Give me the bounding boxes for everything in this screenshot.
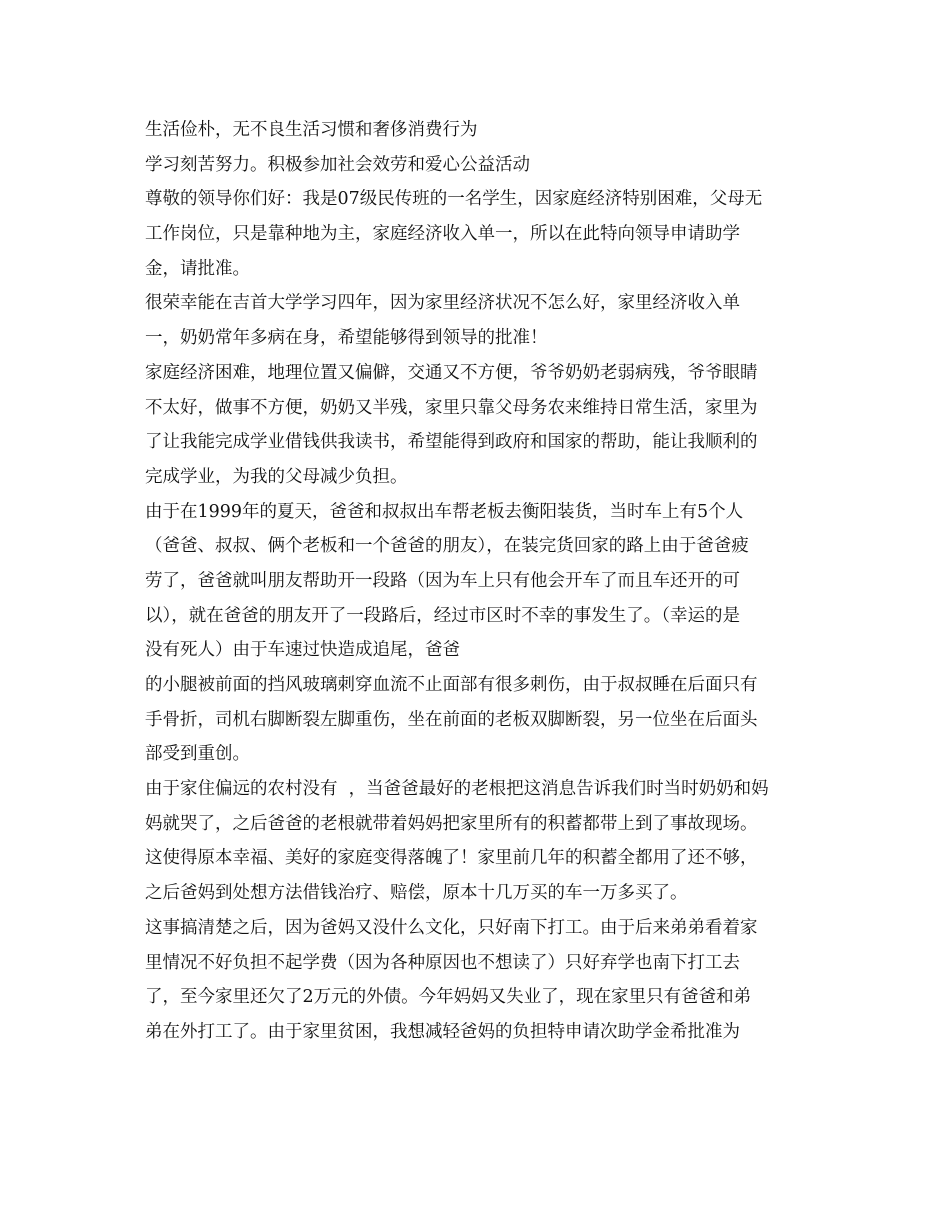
text-line: 之后爸妈到处想方法借钱治疗、赔偿，原本十几万买的车一万多买了。 — [145, 883, 688, 904]
text-line: 一，奶奶常年多病在身，希望能够得到领导的批准！ — [145, 328, 548, 349]
text-line: （爸爸、叔叔、俩个老板和一个爸爸的朋友），在装完货回家的路上由于爸爸疲 — [145, 536, 749, 557]
text-line: 很荣幸能在吉首大学学习四年，因为家里经济状况不怎么好，家里经济收入单 — [145, 293, 740, 314]
text-line: 里情况不好负担不起学费（因为各种原因也不想读了）只好弃学也南下打工去 — [145, 952, 740, 973]
text-line: 由于在1999年的夏天，爸爸和叔叔出车帮老板去衡阳装货，当时车上有5个人 — [145, 501, 744, 522]
text-line: 了让我能完成学业借钱供我读书，希望能得到政府和国家的帮助，能让我顺利的 — [145, 432, 758, 453]
text-line: 这事搞清楚之后，因为爸妈又没什么文化，只好南下打工。由于后来弟弟看着家 — [145, 917, 758, 938]
text-line: 生活俭朴，无不良生活习惯和奢侈消费行为 — [145, 120, 478, 140]
text-line: 妈就哭了，之后爸爸的老根就带着妈妈把家里所有的积蓄都带上到了事故现场。 — [145, 813, 758, 834]
text-line: 家庭经济困难，地理位置又偏僻，交通又不方便，爷爷奶奶老弱病残，爷爷眼睛 — [145, 362, 758, 383]
text-line: 的小腿被前面的挡风玻璃刺穿血流不止面部有很多刺伤，由于叔叔睡在后面只有 — [145, 675, 758, 695]
text-line: 这使得原本幸福、美好的家庭变得落魄了！家里前几年的积蓄全都用了还不够， — [145, 848, 758, 869]
text-line: 不太好，做事不方便，奶奶又半残，家里只靠父母务农来维持日常生活，家里为 — [145, 397, 758, 418]
text-line: 部受到重创。 — [145, 744, 250, 765]
text-line: 劳了，爸爸就叫朋友帮助开一段路（因为车上只有他会开车了而且车还开的可 — [145, 570, 740, 591]
text-line: 学习刻苦努力。积极参加社会效劳和爱心公益活动 — [145, 154, 530, 175]
text-line: 尊敬的领导你们好：我是07级民传班的一名学生，因家庭经济特别困难，父母无 — [145, 189, 763, 210]
text-line: 手骨折，司机右脚断裂左脚重伤，坐在前面的老板双脚断裂，另一位坐在后面头 — [145, 709, 758, 730]
text-line: 弟在外打工了。由于家里贫困，我想减轻爸妈的负担特申请次助学金希批准为 — [145, 1021, 740, 1042]
document-body — [145, 113, 825, 1050]
text-line: 没有死人）由于车速过快造成追尾，爸爸 — [145, 640, 460, 661]
text-line: 金，请批准。 — [145, 258, 250, 279]
text-line: 了，至今家里还欠了2万元的外债。今年妈妈又失业了，现在家里只有爸爸和弟 — [145, 987, 752, 1008]
text-line: 由于家住偏远的农村没有 ，当爸爸最好的老根把这消息告诉我们时当时奶奶和妈 — [145, 779, 769, 800]
text-line: 以），就在爸爸的朋友开了一段路后，经过市区时不幸的事发生了。（幸运的是 — [145, 605, 740, 626]
text-line: 工作岗位，只是靠种地为主，家庭经济收入单一，所以在此特向领导申请助学 — [145, 224, 740, 245]
text-line: 完成学业，为我的父母减少负担。 — [145, 466, 408, 487]
